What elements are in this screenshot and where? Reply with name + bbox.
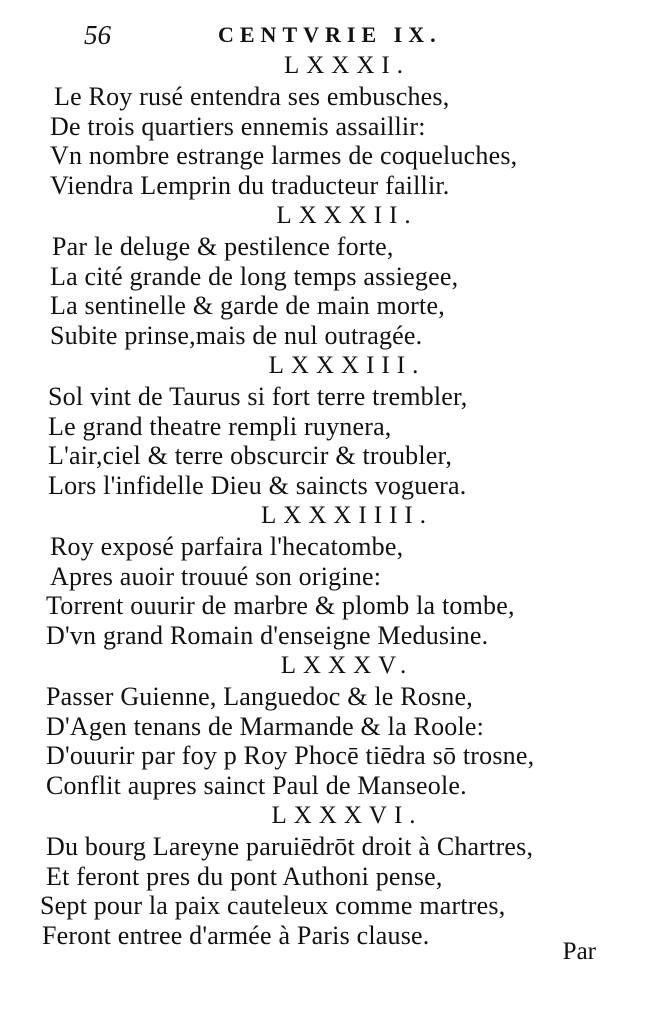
quatrain-number: LXXXVI. — [271, 802, 423, 829]
verse-line: Feront entree d'armée à Paris clause. — [42, 920, 430, 950]
verse-line: Du bourg Lareyne paruiēdrōt droit à Chartres, — [46, 832, 534, 861]
verse-line: Par le deluge & pestilence forte, — [52, 232, 394, 261]
page-number: 56 — [84, 20, 111, 50]
verse-line: Viendra Lemprin du traducteur faillir. — [50, 170, 450, 200]
verse-line: De trois quartiers ennemis assaillir: — [50, 111, 426, 141]
verse-line: Vn nombre estrange larmes de coqueluches, — [50, 141, 518, 170]
verse-line: Sol vint de Taurus si fort terre trembler, — [48, 382, 468, 411]
running-head — [0, 20, 654, 50]
verse-line: D'ouurir par foy p Roy Phocē tiēdra sō trosne, — [46, 741, 535, 770]
catchword: Par — [562, 938, 596, 965]
verse-line: Passer Guienne, Languedoc & le Rosne, — [46, 682, 473, 711]
quatrain — [0, 800, 654, 950]
verse-line: D'Agen tenans de Marmande & la Roole: — [46, 711, 485, 741]
verse-line: Conflit aupres sainct Paul de Manseole. — [46, 770, 467, 800]
quatrain — [0, 200, 654, 350]
running-head-title: CENTVRIE IX. — [218, 22, 442, 47]
quatrain-list — [0, 50, 654, 950]
verse-line: Et feront pres du pont Authoni pense, — [46, 861, 443, 891]
quatrain — [0, 350, 654, 500]
quatrain-number: LXXXIII. — [268, 352, 426, 379]
verse-line: Apres auoir trouué son origine: — [50, 561, 382, 591]
verse-line: La cité grande de long temps assiegee, — [50, 261, 459, 291]
quatrain-number: LXXXV. — [280, 652, 414, 679]
quatrain — [0, 650, 654, 800]
quatrain-number: LXXXI. — [283, 52, 410, 79]
verse-line: La sentinelle & garde de main morte, — [50, 291, 445, 320]
verse-line: Subite prinse,mais de nul outragée. — [50, 320, 423, 350]
quatrain-number: LXXXII. — [276, 202, 418, 229]
verse-line: Sept pour la paix cauteleux comme martres, — [40, 891, 506, 920]
verse-line: Le grand theatre rempli ruynera, — [48, 411, 392, 441]
quatrain-number: LXXXIIII. — [261, 502, 433, 529]
quatrain — [0, 500, 654, 650]
verse-line: D'vn grand Romain d'enseigne Medusine. — [46, 620, 489, 650]
verse-line: L'air,ciel & terre obscurcir & troubler, — [48, 441, 453, 470]
verse-line: Roy exposé parfaira l'hecatombe, — [50, 532, 404, 561]
verse-line: Lors l'infidelle Dieu & saincts voguera. — [48, 470, 467, 500]
verse-line: Torrent ouurir de marbre & plomb la tombe, — [46, 591, 515, 620]
verse-line: Le Roy rusé entendra ses embusches, — [54, 82, 450, 111]
quatrain — [0, 50, 654, 200]
